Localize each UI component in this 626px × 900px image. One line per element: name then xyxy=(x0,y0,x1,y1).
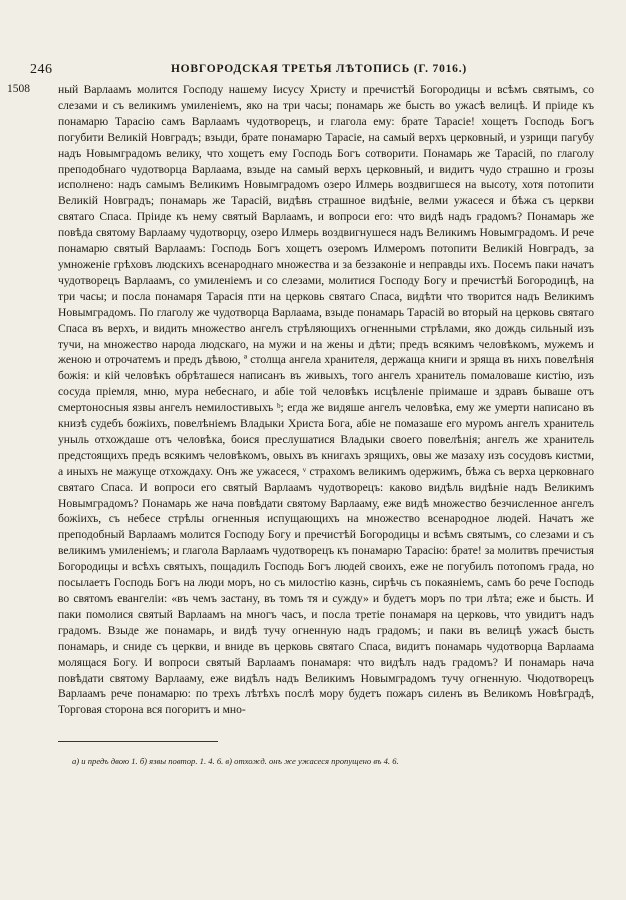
footnotes: а) и предъ двою 1. б) язвы повтор. 1. 4. 6. в) отхожд. онъ же ужасеся пропущено въ 4. 6. xyxy=(72,756,399,766)
running-title: НОВГОРОДСКАЯ ТРЕТЬЯ ЛѢТОПИСЬ (Г. 7016.) xyxy=(170,63,468,75)
body-paragraph: ный Варлаамъ молится Господу нашему Iисусу Христу и пречистѣй Богородицы и всѣмъ святымъ, со слезами и съ великимъ умиленiемъ, яко на три часы; понамарь же бысть во ужасѣ велицѣ. И прiиде къ понамарю Тарасiю самъ Варлаамъ чудотворецъ, и глагола ему: брате Тарасiе! хощетъ Господь Богъ погубити Великiй Новградъ; взыди, брате понамарю Тарасiе, на самый верхъ церковный, и узрищи пагубу надъ Новымградомъ велику, что хощетъ ему Господь Богъ сотворити. Понамарь же Тарасiй, по глаголу преподобнаго чудотворца Варлаама, взыде на самый верхъ церковный, и видитъ чудо страшно и грозы исполнено: надъ самымъ Великимъ Новымградомъ озеро Илмерь воздвигшеся на высоту, хотя потопити Великiй Новградъ; понамарь же Тарасiй, видѣвъ страшное видѣнiе, велми ужасеся и бѣжа съ церкви святаго Спаса. Прiиде къ нему святый Варлаамъ, и вопроси его: что видѣ надъ градомъ? Понамарь же повѣда святому Варлааму чудотворцу, озеро Илмерь воздвигнушеся надъ Великимъ Новымградомъ. И рече понамарю святый Варлаамъ: Господь Богъ хощетъ озеромъ Илмеромъ потопити Великiй Новградъ, за умноженiе грѣховъ людскихъ всенароднаго множества и за беззаконiе и неправды ихъ. Посемъ паки начатъ чудотворецъ Варлаамъ, со умиленiемъ и со слезами, молитися Господу Богу и пречистѣй Богородицѣ, на три часы; и посла понамаря Тарасiя пти на церковь святаго Спаса, видѣти что творится надъ Великимъ Новымградомъ. По глаголу же чудотворца Варлаама, взыде понамарь Тарасiй во вторый на церковь святаго Спаса въ верхъ, и видить множество ангелъ стрѣляющихъ огненными стрѣлами, яко дождь сильный изъ тучи, на множество народа людскаго, на мужи и на жены и дѣти; предъ всякимъ человѣкомъ, мужемъ и женою и отрочатемъ и предъ дѣвою, ª столща ангела хранителя, держаща книги и зряща въ нихъ повелѣнiя божiя: и кiй человѣкъ обрѣташеся написанъ въ живыхъ, того ангелъ хранитель помаловаше кистiю, изъ сосуда прiемля, мню, мура небеснаго, и абiе той человѣкъ исцѣленiе прiимаше и здравъ бываше отъ смертоносныя язвы ангелъ немилостивыхъ ᵇ; егда же видяше ангелъ человѣка, ему же умерти написано въ книзѣ судебъ божiихъ, повелѣнiемъ Владыки Христа Бога, абiе не помазаше его муромъ ангелъ хранитель уныль отхождаше отъ человѣка, боися преслушатися Владыки своего повелѣнiя; ангелъ же хранитель предстоящихъ предъ всякимъ человѣкомъ, овыхъ въ книгахъ зрящихъ, овы же мазаху изъ сосудовъ кистми, а иныхъ не мажуще отхождаху. Онъ же ужасеся, ᵛ страхомъ великимъ одержимъ, бѣжа съ верха церковнаго святаго Спаса. И вопроси его святый Варлаамъ чудотворецъ: каково видѣль видѣнiе надъ Великимъ Новымградомъ? Понамарь же нача повѣдати святому Варлааму, еже видѣ множество безчисленное ангелъ божiихъ, съ небесе стрѣлы огненныя испущающихъ на множество всенародное людей. Начатъ же преподобный Варлаамъ молится Господу Богу и пречистѣй Богородицы и всѣмъ святымъ, со слезами и съ великимъ умиленiемъ; и глагола Варлаамъ чудотворецъ къ понамарю Тарасiю: брате! за молитвъ пречистыя Богородицы и всѣхъ святыхъ, пощадилъ Господь Богъ людей своихъ, еже не погубилъ потопомъ града, но посылаетъ Господь Богъ на люди моръ, но съ милостiю казнь, сирѣчь съ покаянiемъ, самъ бо рече Господь во святомъ евангелiи: «въ чемъ застану, въ томъ тя и сужду» и будетъ моръ по три лѣта; еже и бысть. И паки помолися святый Варлаамъ на многъ часъ, и посла третiе понамаря на церковь, что увидитъ надъ градомъ. Взыде же понамарь, и видѣ тучу огненную надъ градомъ; и паки въ велицѣ ужасѣ бысть понамарь, и сниде съ церкви, и вниде въ церковь святаго Спаса, видитъ понамарь чудотворца Варлаама молящася Богу. И вопроси святый Варлаамъ понамаря: что видѣлъ надъ градомъ? И понамарь нача повѣдати святому Варлааму, еже видѣлъ надъ Великимъ Новымградомъ тучу огненную. Чюдотворецъ Варлаамъ рече понамарю: по трехъ лѣтѣхъ послѣ мору будетъ пожаръ силенъ въ Великомъ Новѣградѣ, Торговая сторона вся погоритъ и мно- xyxy=(58,83,594,717)
page-header xyxy=(24,62,614,82)
chronicle-text xyxy=(58,82,594,718)
margin-year: 1508 xyxy=(7,83,30,95)
page-number: 246 xyxy=(30,62,53,77)
footnote-divider xyxy=(58,741,218,742)
